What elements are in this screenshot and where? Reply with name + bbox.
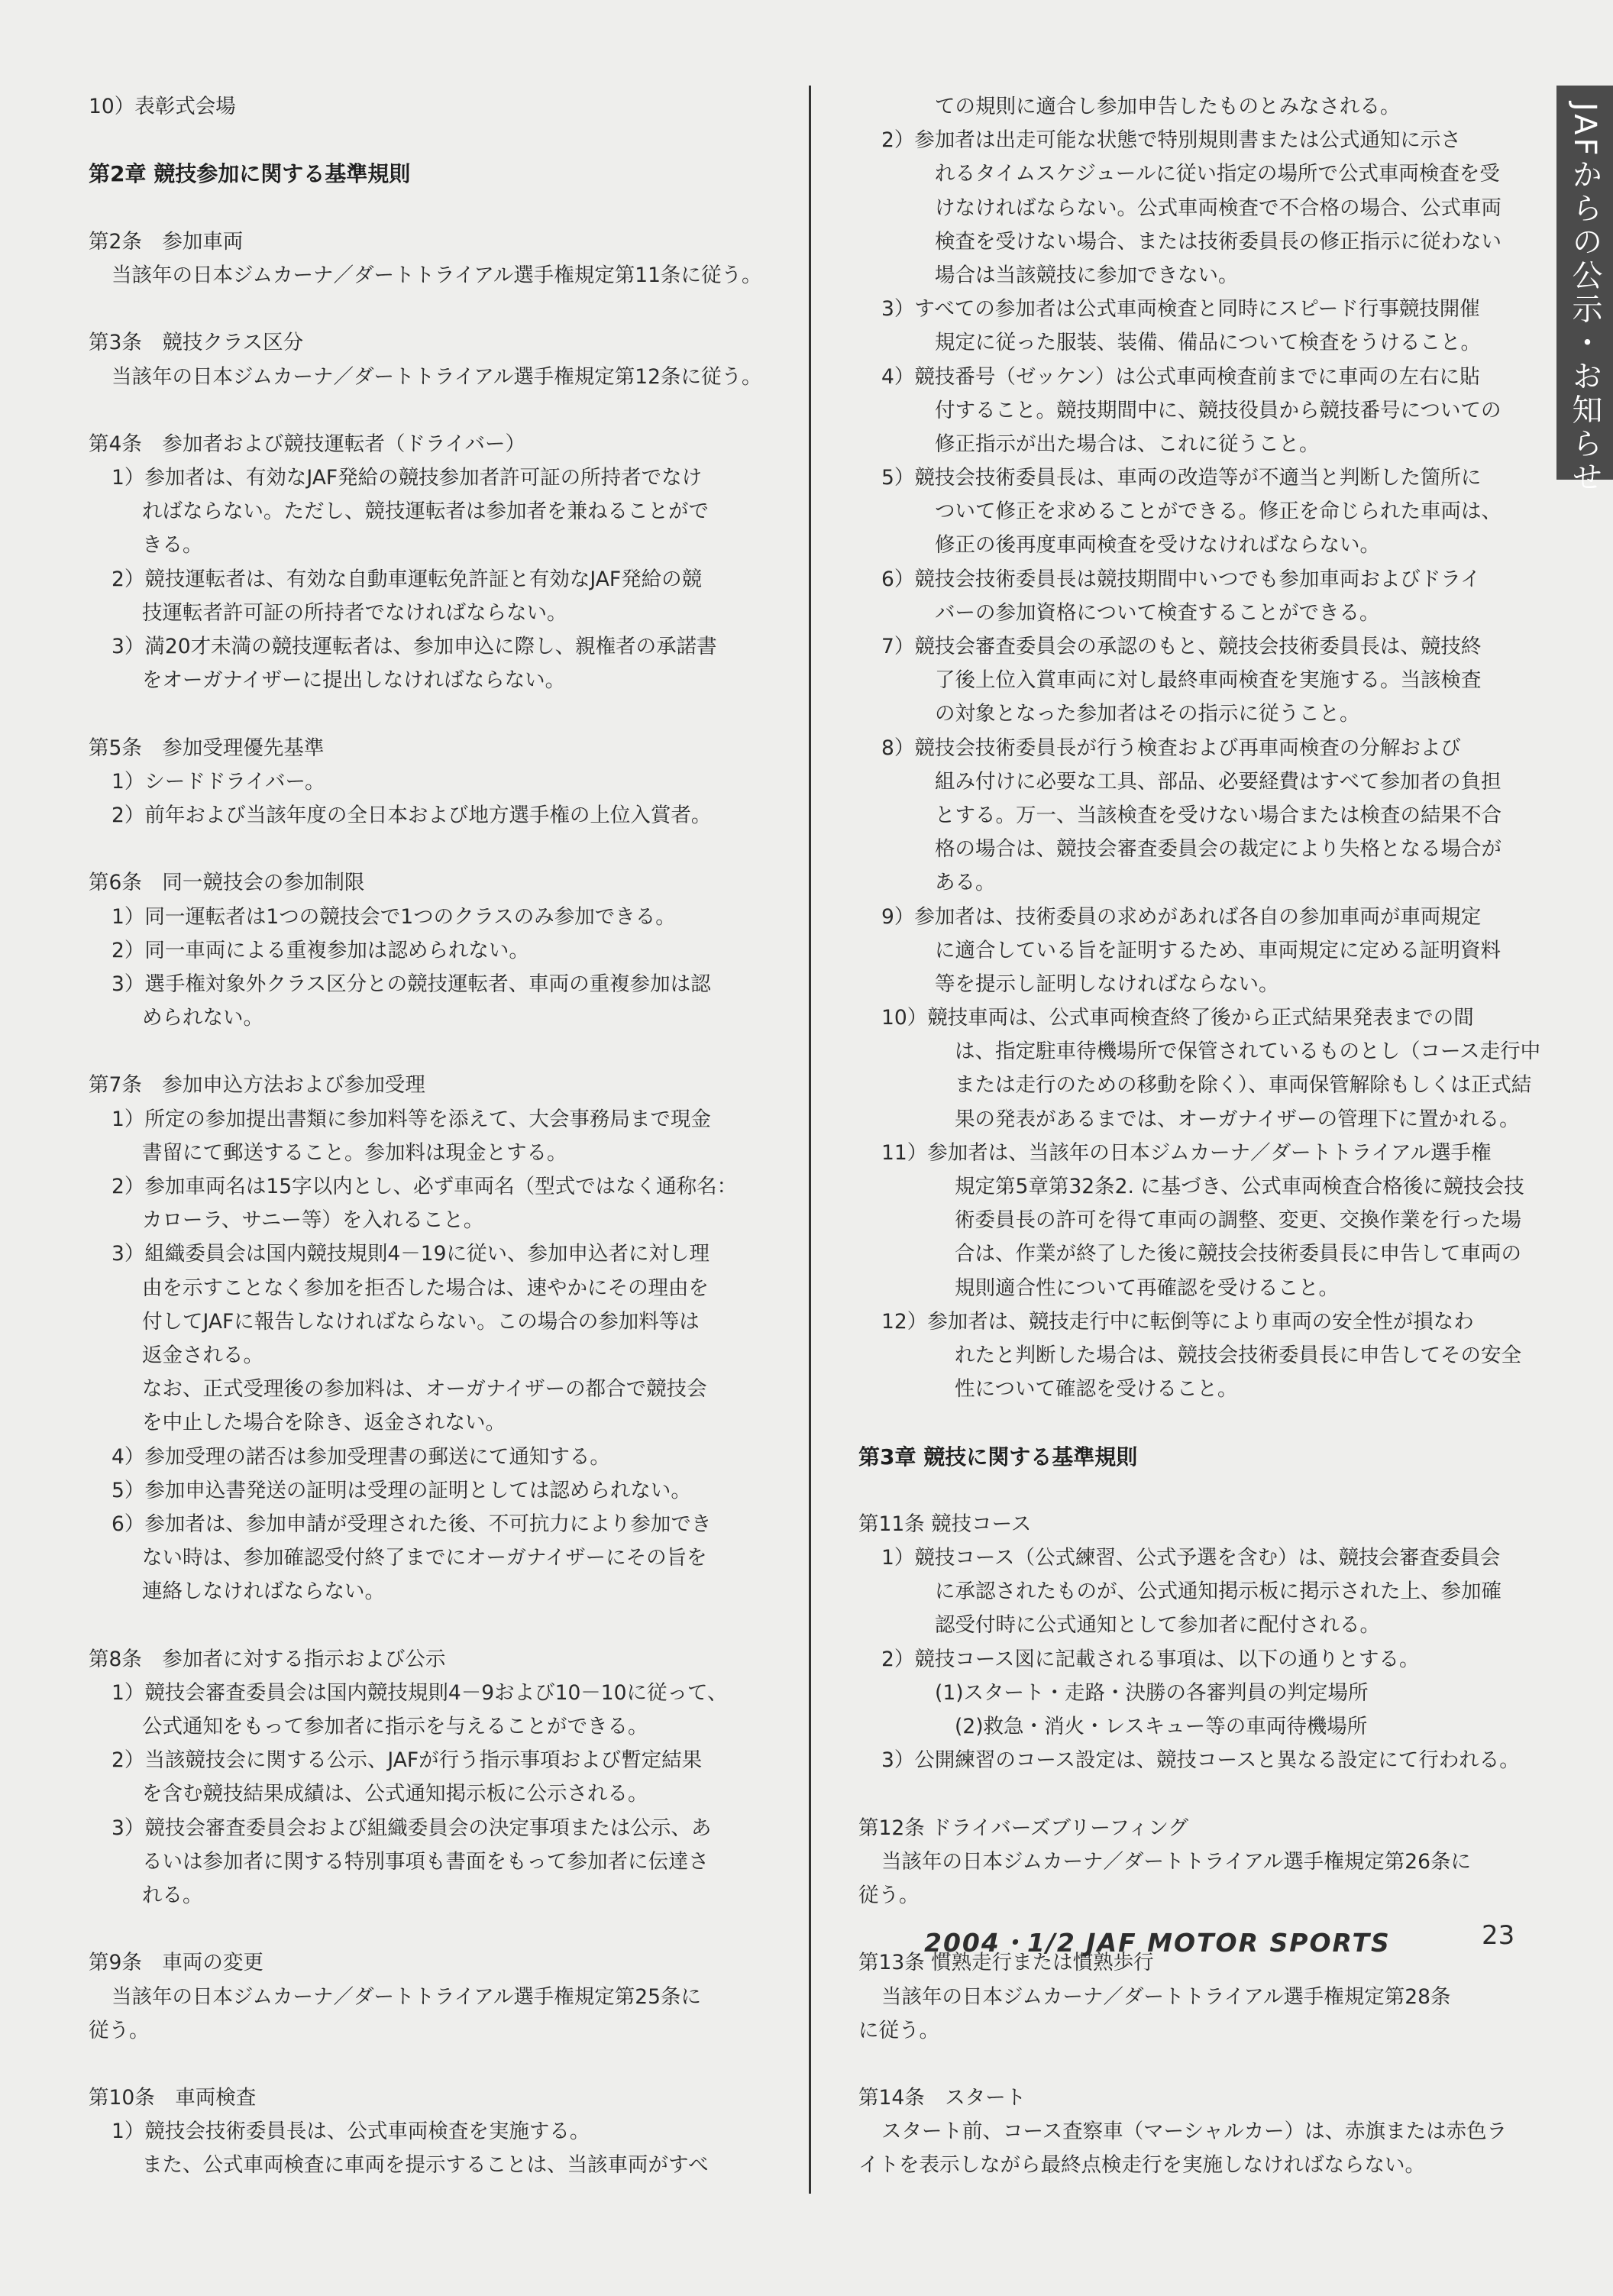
text-line: 4）参加受理の諾否は参加受理書の郵送にて通知する。 xyxy=(112,1444,610,1469)
text-line: 1）シードドライバー。 xyxy=(112,769,325,794)
text-line: 術委員長の許可を得て車両の調整、変更、交換作業を行った場 xyxy=(955,1208,1521,1233)
text-line: 10）競技車両は、公式車両検査終了後から正式結果発表までの間 xyxy=(881,1006,1474,1030)
article-heading: 第4条 参加者および競技運転者（ドライバー） xyxy=(89,432,526,456)
article-heading: 第2条 参加車両 xyxy=(89,229,244,254)
article-heading: 第10条 車両検査 xyxy=(89,2086,257,2110)
article-heading: 第11条 競技コース xyxy=(858,1512,1032,1536)
text-line: に承認されたものが、公式通知掲示板に掲示された上、参加確 xyxy=(935,1580,1501,1604)
text-line: 当該年の日本ジムカーナ／ダートトライアル選手権規定第26条に xyxy=(881,1849,1472,1874)
text-line: また、公式車両検査に車両を提示することは、当該車両がすべ xyxy=(142,2153,709,2178)
text-line: 修正指示が出た場合は、これに従うこと。 xyxy=(935,432,1320,456)
article-heading: 第8条 参加者に対する指示および公示 xyxy=(89,1647,446,1671)
text-line: 3）組織委員会は国内競技規則4－19に従い、参加申込者に対し理 xyxy=(112,1242,710,1266)
text-line: 場合は当該競技に参加できない。 xyxy=(935,263,1239,287)
text-line: 格の場合は、競技会審査委員会の裁定により失格となる場合が xyxy=(935,837,1501,862)
text-line: 認受付時に公式通知として参加者に配付される。 xyxy=(935,1613,1380,1638)
text-line: 当該年の日本ジムカーナ／ダートトライアル選手権規定第28条 xyxy=(881,1984,1451,2009)
text-line: 3）選手権対象外クラス区分との競技運転者、車両の重複参加は認 xyxy=(112,972,711,996)
text-line: 3）満20才未満の競技運転者は、参加申込に際し、親権者の承諾書 xyxy=(112,635,717,658)
text-line: カローラ、サニー等）を入れること。 xyxy=(142,1208,484,1233)
text-line: れるタイムスケジュールに従い指定の場所で公式車両検査を受 xyxy=(935,162,1500,186)
text-line: 2）前年および当該年度の全日本および地方選手権の上位入賞者。 xyxy=(112,803,712,827)
text-line: 12）参加者は、競技走行中に転倒等により車両の安全性が損なわ xyxy=(881,1309,1474,1334)
text-line: 3）すべての参加者は公式車両検査と同時にスピード行事競技開催 xyxy=(881,297,1480,322)
text-line: 従う。 xyxy=(858,1883,920,1907)
text-line: 果の発表があるまでは、オーガナイザーの管理下に置かれる。 xyxy=(955,1107,1520,1131)
spacer xyxy=(858,1474,1529,1508)
text-line: ない時は、参加確認受付終了までにオーガナイザーにその旨を xyxy=(142,1546,707,1570)
text-line: 規定に従った服装、装備、備品について検査をうけること。 xyxy=(935,331,1481,355)
text-line: なお、正式受理後の参加料は、オーガナイザーの都合で競技会 xyxy=(142,1377,707,1402)
text-line: バーの参加資格について検査することができる。 xyxy=(935,600,1380,625)
text-line: 公式通知をもって参加者に指示を与えることができる。 xyxy=(142,1715,648,1738)
section-tab xyxy=(1556,86,1613,495)
text-line: 2）参加車両名は15字以内とし、必ず車両名（型式ではなく通称名： xyxy=(112,1175,738,1198)
text-line: 由を示すことなく参加を拒否した場合は、速やかにその理由を xyxy=(142,1276,709,1300)
text-line: 組み付けに必要な工具、部品、必要経費はすべて参加者の負担 xyxy=(935,769,1501,794)
text-line: 了後上位入賞車両に対し最終車両検査を実施する。当該検査 xyxy=(935,668,1482,693)
text-line: 2）競技コース図に記載される事項は、以下の通りとする。 xyxy=(881,1647,1420,1671)
spacer xyxy=(858,1777,1529,1811)
text-line: 等を提示し証明しなければならない。 xyxy=(935,972,1279,996)
article-heading: 第6条 同一競技会の参加制限 xyxy=(89,871,365,895)
text-line: ついて修正を求めることができる。修正を命じられた車両は、 xyxy=(935,500,1501,524)
magazine-footer: 2004・1/2 JAF MOTOR SPORTS xyxy=(924,1928,1391,1958)
article-heading: 第3条 競技クラス区分 xyxy=(89,331,304,355)
text-line: 7）競技会審査委員会の承認のもと、競技会技術委員長は、競技終 xyxy=(881,635,1482,658)
spacer xyxy=(89,124,765,157)
article-heading: 第14条 スタート xyxy=(858,2086,1026,2110)
text-line: けなければならない。公式車両検査で不合格の場合、公式車両 xyxy=(935,196,1501,220)
text-line: 3）公開練習のコース設定は、競技コースと異なる設定にて行われる。 xyxy=(881,1748,1520,1773)
text-line: 当該年の日本ジムカーナ／ダートトライアル選手権規定第25条に xyxy=(112,1984,702,2009)
text-line: 規定第5章第32条2. に基づき、公式車両検査合格後に競技会技 xyxy=(955,1175,1524,1198)
spacer xyxy=(89,697,765,731)
spacer xyxy=(89,192,765,225)
text-line: (2)救急・消火・レスキュー等の車両待機場所 xyxy=(955,1715,1368,1738)
text-line: 2）競技運転者は、有効な自動車運転免許証と有効なJAF発給の競 xyxy=(112,567,703,591)
text-line: 1）競技コース（公式練習、公式予選を含む）は、競技会審査委員会 xyxy=(881,1546,1501,1570)
text-line: とする。万一、当該検査を受けない場合または検査の結果不合 xyxy=(935,803,1501,827)
chapter-heading: 第2章 競技参加に関する基準規則 xyxy=(89,161,411,187)
text-line: ればならない。ただし、競技運転者は参加者を兼ねることがで xyxy=(142,500,709,524)
text-line: 2）同一車両による重複参加は認められない。 xyxy=(112,938,529,962)
text-line: 1）競技会審査委員会は国内競技規則4－9および10－10に従って、 xyxy=(112,1680,728,1705)
text-line: 合は、作業が終了した後に競技会技術委員長に申告して車両の xyxy=(955,1242,1521,1266)
article-heading: 第13条 慣熟走行または慣熟歩行 xyxy=(858,1951,1154,1975)
text-line: 1）競技会技術委員長は、公式車両検査を実施する。 xyxy=(112,2120,590,2144)
spacer xyxy=(858,2048,1529,2081)
spacer xyxy=(858,1406,1529,1440)
text-line: 1）所定の参加提出書類に参加料等を添えて、大会事務局まで現金 xyxy=(112,1107,711,1131)
text-line: は、指定駐車待機場所で保管されているものとし（コース走行中 xyxy=(955,1040,1541,1064)
column-divider xyxy=(809,86,811,2194)
text-line: 性について確認を受けること。 xyxy=(955,1377,1238,1402)
text-line: 1）参加者は、有効なJAF発給の競技参加者許可証の所持者でなけ xyxy=(112,466,703,490)
text-line: 付してJAFに報告しなければならない。この場合の参加料等は xyxy=(142,1309,700,1334)
text-line: の対象となった参加者はその指示に従うこと。 xyxy=(935,702,1360,726)
text-line: れたと判断した場合は、競技会技術委員長に申告してその安全 xyxy=(955,1343,1521,1367)
text-line: 2）参加者は出走可能な状態で特別規則書または公式通知に示さ xyxy=(881,128,1461,153)
text-line: 技運転者許可証の所持者でなければならない。 xyxy=(142,600,567,625)
spacer xyxy=(89,2048,765,2081)
chapter-heading: 第3章 競技に関する基準規則 xyxy=(858,1444,1138,1470)
text-line: に従う。 xyxy=(858,2018,939,2042)
spacer xyxy=(89,1609,765,1642)
text-line: 当該年の日本ジムカーナ／ダートトライアル選手権規定第11条に従う。 xyxy=(112,263,762,287)
article-heading: 第12条 ドライバーズブリーフィング xyxy=(858,1816,1188,1840)
text-line: 3）競技会審査委員会および組織委員会の決定事項または公示、あ xyxy=(112,1816,712,1840)
text-line: イトを表示しながら最終点検走行を実施しなければならない。 xyxy=(858,2153,1425,2178)
text-line: 連絡しなければならない。 xyxy=(142,1580,385,1604)
text-line: きる。 xyxy=(142,533,203,558)
text-line: 当該年の日本ジムカーナ／ダートトライアル選手権規定第12条に従う。 xyxy=(112,364,762,389)
text-line: または走行のための移動を除く）、車両保管解除もしくは正式結 xyxy=(955,1073,1532,1098)
text-line: を含む競技結果成績は、公式通知掲示板に公示される。 xyxy=(142,1782,648,1806)
text-line: 付すること。競技期間中に、競技役員から競技番号についての xyxy=(935,398,1501,422)
text-line: 11）参加者は、当該年の日本ジムカーナ／ダートトライアル選手権 xyxy=(881,1140,1492,1165)
text-line: ての規則に適合し参加申告したものとみなされる。 xyxy=(935,95,1401,118)
text-line: ある。 xyxy=(935,871,996,895)
spacer xyxy=(89,394,765,428)
article-heading: 第9条 車両の変更 xyxy=(89,1951,263,1975)
text-line: に適合している旨を証明するため、車両規定に定める証明資料 xyxy=(935,938,1501,962)
section-tab-label: JAFからの公示・お知らせ xyxy=(1567,102,1602,495)
text-line: 6）参加者は、参加申請が受理された後、不可抗力により参加でき xyxy=(112,1512,712,1536)
spacer xyxy=(89,833,765,866)
text-line: 9）参加者は、技術委員の求めがあれば各自の参加車両が車両規定 xyxy=(881,904,1482,929)
text-line: (1)スタート・走路・決勝の各審判員の判定場所 xyxy=(935,1680,1369,1705)
text-line: るいは参加者に関する特別事項も書面をもって参加者に伝達さ xyxy=(142,1849,709,1874)
text-line: 10）表彰式会場 xyxy=(89,95,236,118)
left-column xyxy=(89,90,765,2183)
article-heading: 第5条 参加受理優先基準 xyxy=(89,736,325,760)
text-line: 書留にて郵送すること。参加料は現金とする。 xyxy=(142,1140,567,1165)
spacer xyxy=(89,1035,765,1069)
text-line: 2）当該競技会に関する公示、JAFが行う指示事項および暫定結果 xyxy=(112,1748,703,1773)
article-heading: 第7条 参加申込方法および参加受理 xyxy=(89,1073,425,1098)
text-line: を中止した場合を除き、返金されない。 xyxy=(142,1411,506,1435)
page-number: 23 xyxy=(1482,1920,1515,1951)
spacer xyxy=(89,293,765,326)
text-line: 規則適合性について再確認を受けること。 xyxy=(955,1276,1339,1300)
text-line: 5）参加申込書発送の証明は受理の証明としては認められない。 xyxy=(112,1478,691,1502)
text-line: 8）競技会技術委員長が行う検査および再車両検査の分解および xyxy=(881,736,1461,760)
text-line: められない。 xyxy=(142,1006,263,1030)
text-line: スタート前、コース査察車（マーシャルカー）は、赤旗または赤色ラ xyxy=(881,2120,1508,2144)
text-line: 1）同一運転者は1つの競技会で1つのクラスのみ参加できる。 xyxy=(112,904,676,929)
text-line: 6）競技会技術委員長は競技期間中いつでも参加車両およびドライ xyxy=(881,567,1481,591)
text-line: 修正の後再度車両検査を受けなければならない。 xyxy=(935,533,1380,558)
text-line: をオーガナイザーに提出しなければならない。 xyxy=(142,668,566,693)
text-line: 4）競技番号（ゼッケン）は公式車両検査前までに車両の左右に貼 xyxy=(881,364,1480,389)
text-line: 返金される。 xyxy=(142,1343,263,1367)
right-column xyxy=(858,90,1541,2183)
spacer xyxy=(89,1913,765,1946)
text-line: 従う。 xyxy=(89,2018,150,2042)
text-line: 検査を受けない場合、または技術委員長の修正指示に従わない xyxy=(935,229,1501,254)
text-line: 5）競技会技術委員長は、車両の改造等が不適当と判断した箇所に xyxy=(881,466,1482,490)
text-line: れる。 xyxy=(142,1883,203,1907)
